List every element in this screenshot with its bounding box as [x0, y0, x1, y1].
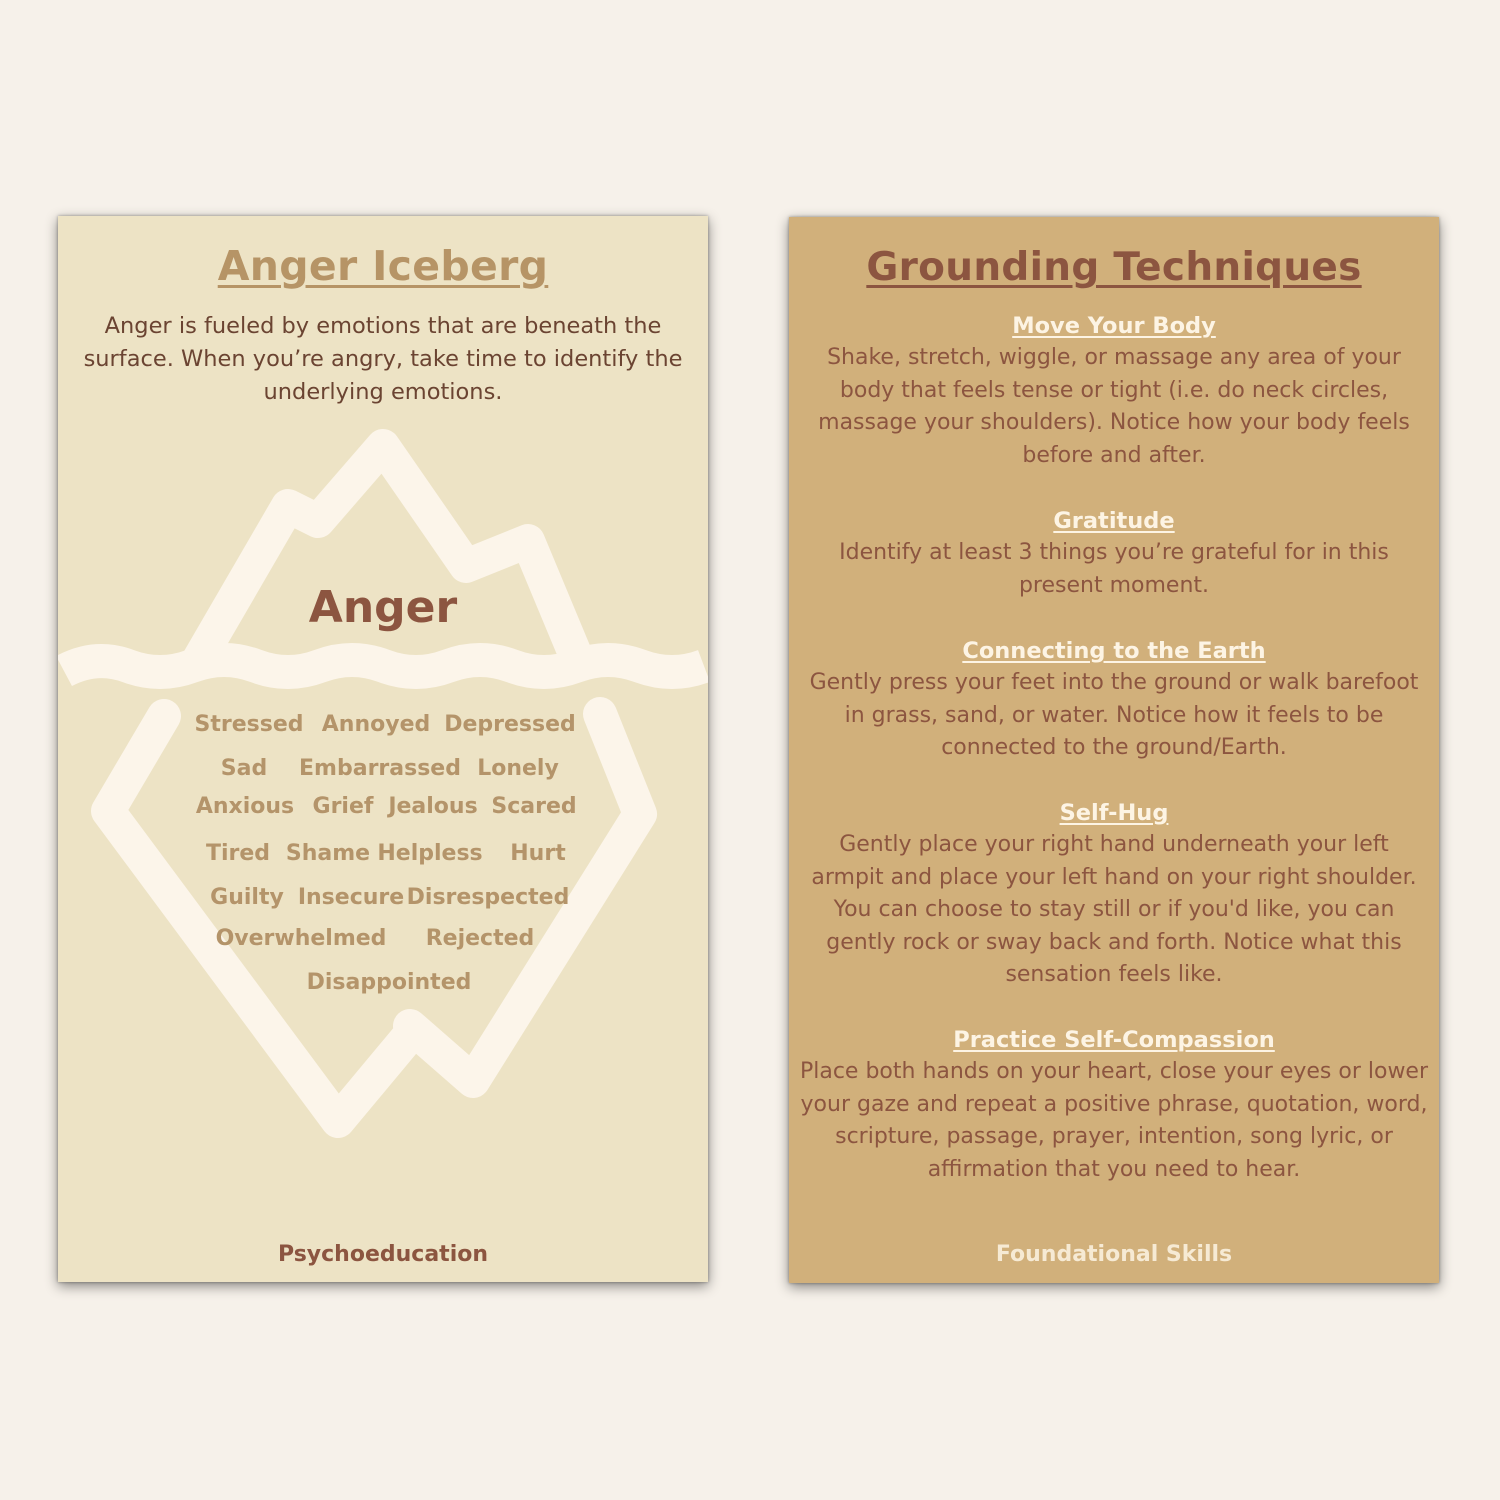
water-line [64, 660, 704, 672]
grounding-techniques-card [789, 217, 1439, 1283]
technique-heading: Self-Hug [1059, 800, 1169, 826]
technique-section [803, 797, 1425, 992]
emotion-word: Anxious [195, 794, 295, 819]
emotion-word: Disappointed [306, 970, 472, 995]
emotion-word: Sad [220, 756, 268, 781]
technique-heading: Practice Self-Compassion [953, 1027, 1275, 1053]
technique-description: Place both hands on your heart, close your eyes or lower your gaze and repeat a positive phrase, quotation, word, scripture, passage, prayer, intention, song lyric, or affirmation that you need to hear. [799, 1059, 1429, 1182]
emotion-word: Embarrassed [299, 756, 461, 781]
emotion-word: Grief [312, 794, 374, 819]
emotion-word: Overwhelmed [215, 926, 387, 951]
technique-section [803, 635, 1425, 765]
category-label: Foundational Skills [995, 1242, 1233, 1267]
technique-heading: Move Your Body [1012, 313, 1216, 339]
emotion-word: Stressed [194, 712, 304, 737]
technique-description: Gently press your feet into the ground or walk barefoot in grass, sand, or water. Notice how it feels to be connected to the ground/Earth. [809, 670, 1419, 760]
emotion-word: Tired [205, 841, 271, 866]
anger-iceberg-intro: Anger is fueled by emotions that are beneath the surface. When you’re angry, take time to identify the underlying emotions. [83, 313, 683, 405]
technique-description: Identify at least 3 things you’re grateful for in this present moment. [839, 540, 1389, 598]
technique-description: Shake, stretch, wiggle, or massage any area of your body that feels tense or tight (i.e. do neck circles, massage your shoulders). Notice how your body feels before and after. [818, 345, 1410, 468]
emotion-word: Disrespected [406, 885, 570, 910]
grounding-techniques-title: Grounding Techniques [866, 245, 1362, 290]
emotion-word: Insecure [297, 885, 405, 910]
category-label: Psychoeducation [277, 1242, 489, 1267]
emotion-word: Hurt [510, 841, 566, 866]
emotion-word: Jealous [388, 794, 478, 819]
iceberg-tip-label: Anger [308, 582, 458, 633]
emotion-word: Depressed [444, 712, 576, 737]
anger-iceberg-title: Anger Iceberg [217, 242, 549, 290]
technique-heading: Gratitude [1053, 508, 1175, 534]
anger-iceberg-card [58, 216, 708, 1282]
emotion-word: Annoyed [321, 712, 431, 737]
emotion-word: Helpless [377, 841, 483, 866]
emotion-word: Rejected [425, 926, 535, 951]
emotion-word: Scared [491, 794, 577, 819]
technique-section [797, 1024, 1431, 1186]
emotion-word: Lonely [477, 756, 559, 781]
iceberg-illustration [58, 216, 708, 1282]
technique-section [803, 505, 1425, 602]
technique-section [803, 310, 1425, 472]
technique-heading: Connecting to the Earth [962, 638, 1266, 664]
emotion-word: Shame [285, 841, 371, 866]
technique-description: Gently place your right hand underneath your left armpit and place your left hand on your right shoulder. You can choose to stay still or if you'd like, you can gently rock or sway back and forth. Notice what this sensation feels like. [811, 832, 1417, 987]
emotion-word: Guilty [210, 885, 284, 910]
